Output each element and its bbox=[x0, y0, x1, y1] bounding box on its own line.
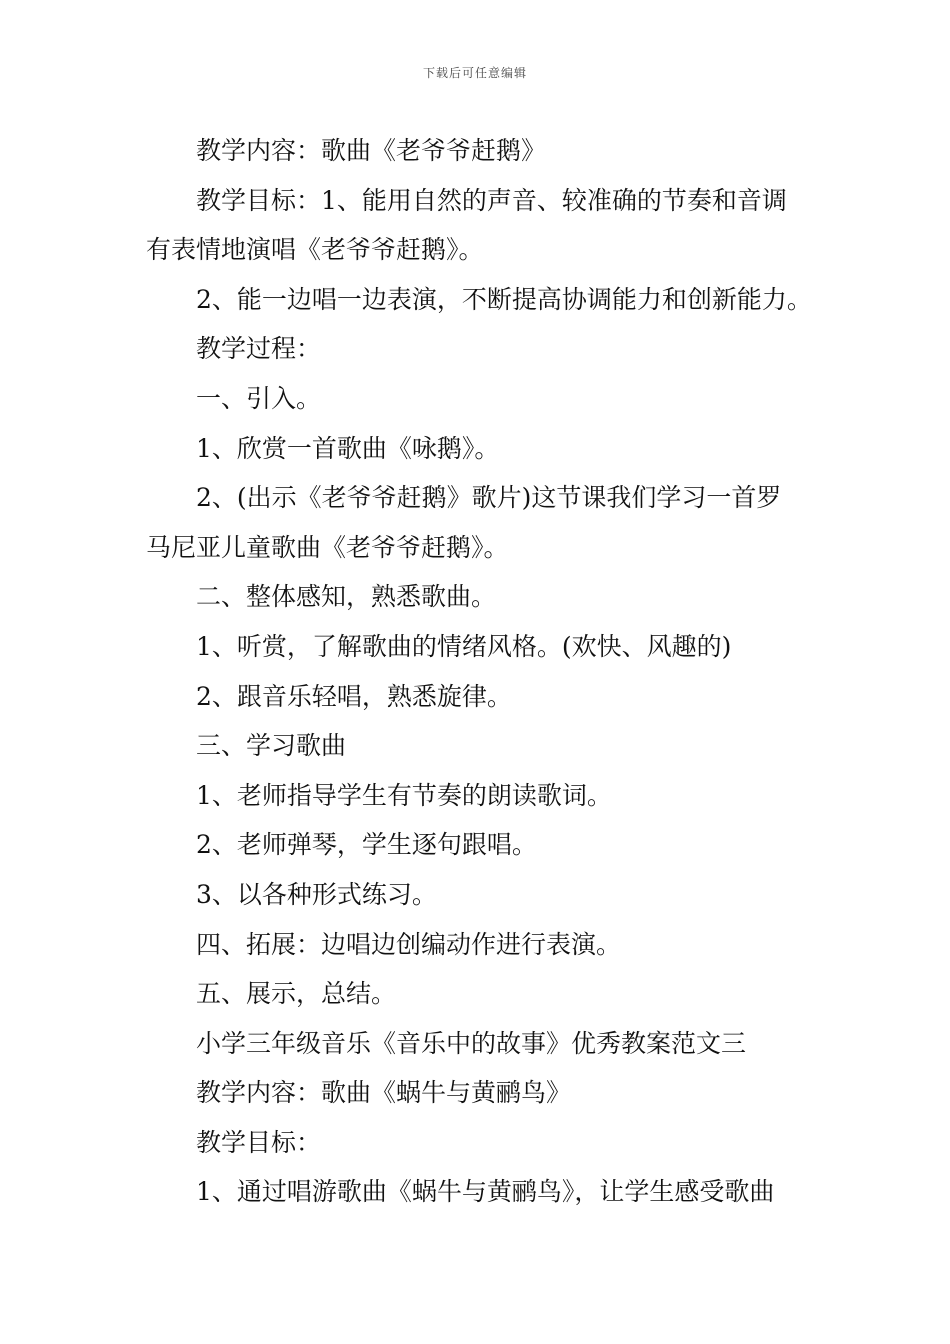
paragraph-item: 2、跟音乐轻唱，熟悉旋律。 bbox=[196, 681, 512, 711]
paragraph-section-1: 一、引入。 bbox=[196, 383, 322, 413]
paragraph-goal-heading: 教学目标： bbox=[196, 1127, 322, 1157]
document-body bbox=[146, 126, 826, 1217]
page-header: 下载后可任意编辑 bbox=[422, 66, 527, 80]
paragraph-item: 1、欣赏一首歌曲《咏鹅》。 bbox=[196, 433, 500, 463]
paragraph-item: 2、(出示《老爷爷赶鹅》歌片)这节课我们学习一首罗 马尼亚儿童歌曲《老爷爷赶鹅》。 bbox=[146, 483, 782, 562]
paragraph-item: 1、通过唱游歌曲《蜗牛与黄鹂鸟》，让学生感受歌曲 bbox=[196, 1177, 775, 1207]
paragraph-section-2: 二、整体感知，熟悉歌曲。 bbox=[196, 582, 497, 612]
paragraph-item: 2、老师弹琴，学生逐句跟唱。 bbox=[196, 830, 537, 860]
paragraph-teaching-goal: 教学目标：1、能用自然的声音、较准确的节奏和音调 有表情地演唱《老爷爷赶鹅》。 bbox=[146, 185, 787, 265]
paragraph-item: 1、老师指导学生有节奏的朗读歌词。 bbox=[196, 780, 612, 810]
paragraph-section-4: 四、拓展：边唱边创编动作进行表演。 bbox=[196, 929, 622, 959]
paragraph-item: 1、听赏，了解歌曲的情绪风格。(欢快、风趣的) bbox=[196, 631, 732, 661]
paragraph-goal-2: 2、能一边唱一边表演，不断提高协调能力和创新能力。 bbox=[196, 284, 812, 314]
paragraph-section-3: 三、学习歌曲 bbox=[196, 731, 347, 761]
paragraph-content-title: 教学内容：歌曲《蜗牛与黄鹂鸟》 bbox=[196, 1078, 572, 1108]
paragraph-process-heading: 教学过程： bbox=[196, 334, 322, 364]
paragraph-item: 3、以各种形式练习。 bbox=[196, 879, 437, 909]
paragraph-section-5: 五、展示，总结。 bbox=[196, 979, 397, 1009]
paragraph-content-title: 教学内容：歌曲《老爷爷赶鹅》 bbox=[196, 136, 547, 165]
paragraph-lesson-title: 小学三年级音乐《音乐中的故事》优秀教案范文三 bbox=[196, 1028, 747, 1058]
